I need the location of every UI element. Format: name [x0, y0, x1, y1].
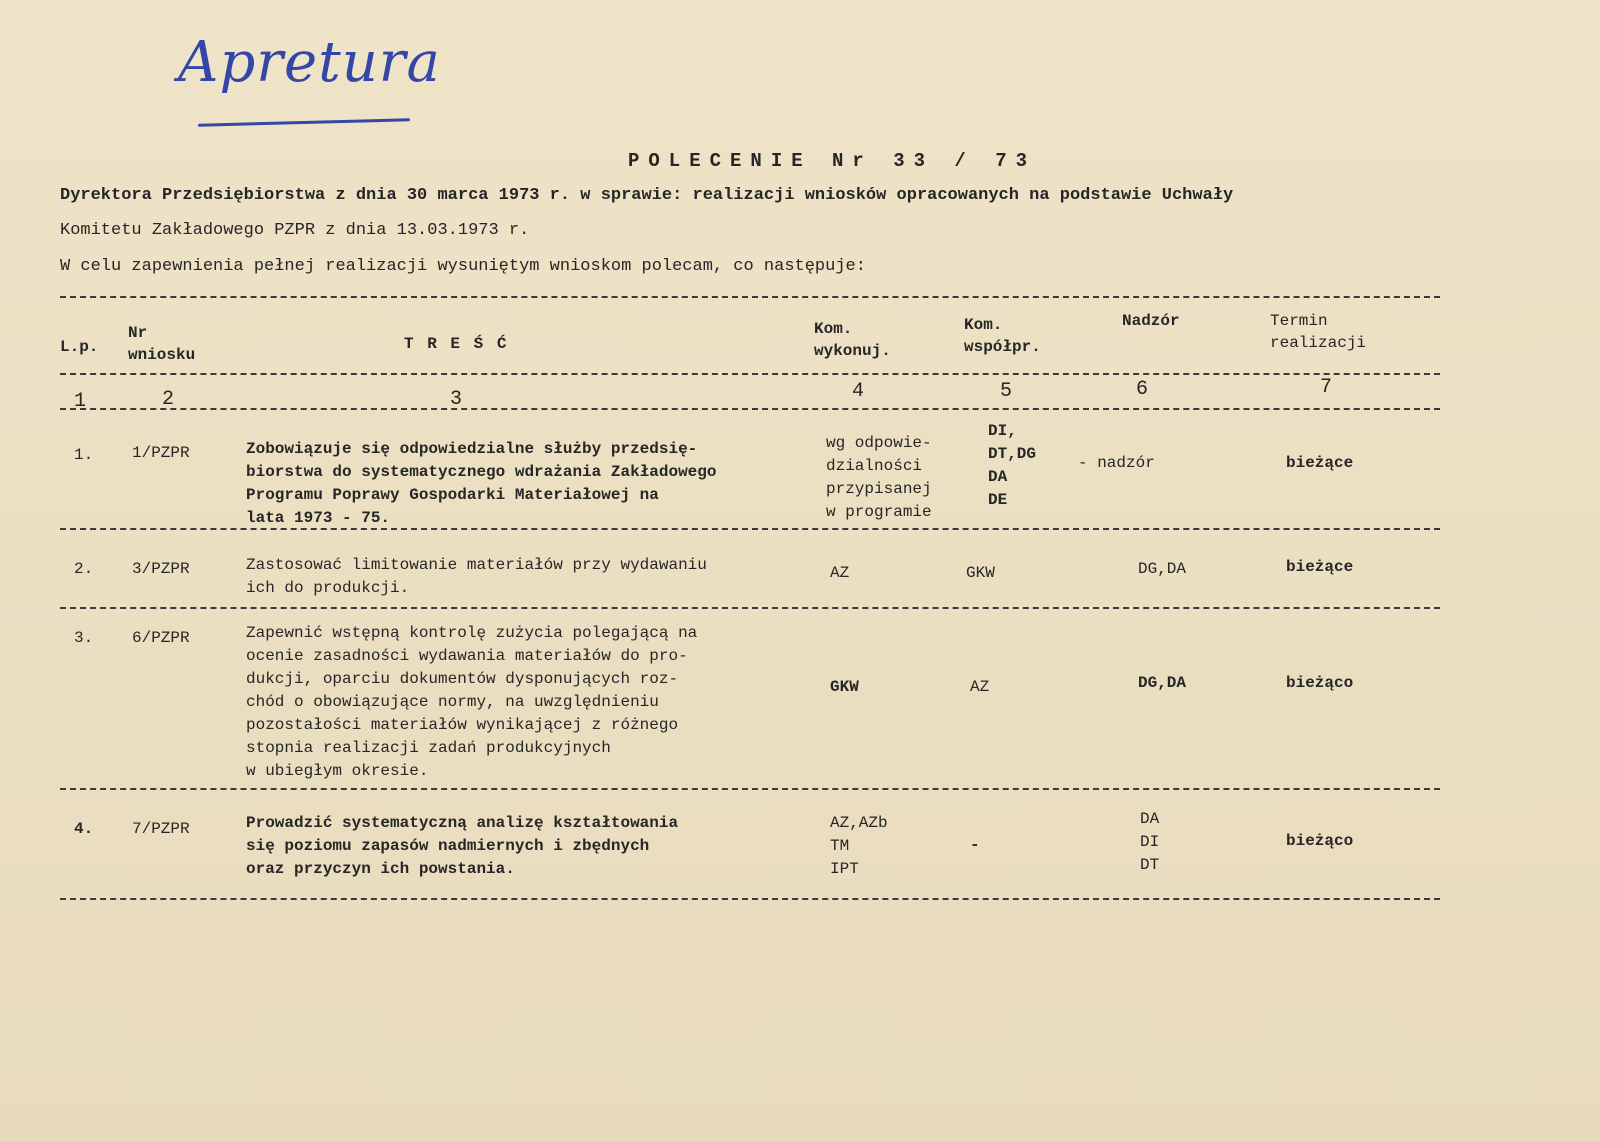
- row-2-nadzor: DG,DA: [1138, 560, 1187, 578]
- divider: [60, 528, 1440, 530]
- row-4-tresc: Prowadzić systematyczną analizę kształtowania się poziomu zapasów nadmiernych i zbędnych oraz przyczyn ich powstania.: [246, 814, 679, 878]
- row-1-nr: 1/PZPR: [132, 444, 190, 462]
- row-3-kom-wykonuj: GKW: [830, 678, 859, 696]
- row-3-nadzor: DG,DA: [1138, 674, 1187, 692]
- row-1-termin: bieżące: [1286, 454, 1354, 472]
- row-4-lp: 4.: [74, 820, 94, 838]
- handwritten-underline: [198, 118, 410, 127]
- row-3-nr: 6/PZPR: [132, 629, 190, 647]
- divider: [60, 296, 1440, 298]
- row-3-kom-wspolpr: AZ: [970, 678, 990, 696]
- column-number: 3: [450, 388, 463, 411]
- column-number: 7: [1320, 376, 1333, 399]
- intro-line-2: Komitetu Zakładowego PZPR z dnia 13.03.1973 r.: [60, 221, 530, 240]
- header-nr: Nr wniosku: [128, 324, 196, 364]
- row-2-termin: bieżące: [1286, 558, 1354, 576]
- row-2-tresc: Zastosować limitowanie materiałów przy wydawaniu ich do produkcji.: [246, 556, 707, 597]
- column-number: 6: [1136, 378, 1149, 401]
- header-termin: Termin realizacji: [1270, 312, 1367, 352]
- row-2-kom-wykonuj: AZ: [830, 564, 850, 582]
- intro-line-1: Dyrektora Przedsiębiorstwa z dnia 30 marca 1973 r. w sprawie: realizacji wniosków opracowanych na podstawie Uchwały: [60, 186, 1234, 205]
- row-4-nadzor: DA DI DT: [1140, 810, 1160, 874]
- row-4-termin: bieżąco: [1286, 832, 1354, 850]
- document-title: POLECENIE Nr 33 / 73: [628, 150, 1037, 172]
- header-kom-wspolpr: Kom. współpr.: [964, 316, 1041, 356]
- row-1-lp: 1.: [74, 446, 94, 464]
- header-nadzor: Nadzór: [1122, 312, 1180, 330]
- column-number: 4: [852, 380, 865, 403]
- row-1-nadzor: - nadzór: [1078, 454, 1155, 472]
- row-3-tresc: Zapewnić wstępną kontrolę zużycia polegającą na ocenie zasadności wydawania materiałów do pro- dukcji, oparciu dokumentów dysponujących roz- chód o obowiązujące normy, na uwzględnieniu pozostałości materiałów wynikającej z różnego stopnia realizacji zadań produkcyjnych w ubiegłym okresie.: [246, 624, 698, 780]
- row-2-kom-wspolpr: GKW: [966, 564, 995, 582]
- divider: [60, 788, 1440, 790]
- header-kom-wykonuj: Kom. wykonuj.: [814, 320, 891, 360]
- row-3-termin: bieżąco: [1286, 674, 1354, 692]
- row-3-lp: 3.: [74, 629, 94, 647]
- column-number: 1: [74, 390, 87, 413]
- column-number: 2: [162, 388, 175, 411]
- row-1-kom-wykonuj: wg odpowie- dzialności przypisanej w programie: [826, 434, 932, 521]
- divider: [60, 898, 1440, 900]
- row-4-kom-wykonuj: AZ,AZb TM IPT: [830, 814, 888, 878]
- row-2-nr: 3/PZPR: [132, 560, 190, 578]
- header-tresc: T R E Ś Ć: [404, 335, 509, 353]
- row-4-kom-wspolpr: -: [970, 836, 980, 854]
- divider: [60, 373, 1440, 375]
- divider: [60, 408, 1440, 410]
- intro-line-3: W celu zapewnienia pełnej realizacji wysuniętym wnioskom polecam, co następuje:: [60, 257, 866, 276]
- row-4-nr: 7/PZPR: [132, 820, 190, 838]
- header-lp: L.p.: [60, 338, 99, 356]
- divider: [60, 607, 1440, 609]
- row-1-tresc: Zobowiązuje się odpowiedzialne służby przedsię- biorstwa do systematycznego wdrażania Zakładowego Programu Poprawy Gospodarki Materiałowej na lata 1973 - 75.: [246, 440, 717, 527]
- handwritten-note: Apretura: [178, 30, 441, 95]
- column-number: 5: [1000, 380, 1013, 403]
- row-2-lp: 2.: [74, 560, 94, 578]
- row-1-kom-wspolpr: DI, DT,DG DA DE: [988, 422, 1037, 509]
